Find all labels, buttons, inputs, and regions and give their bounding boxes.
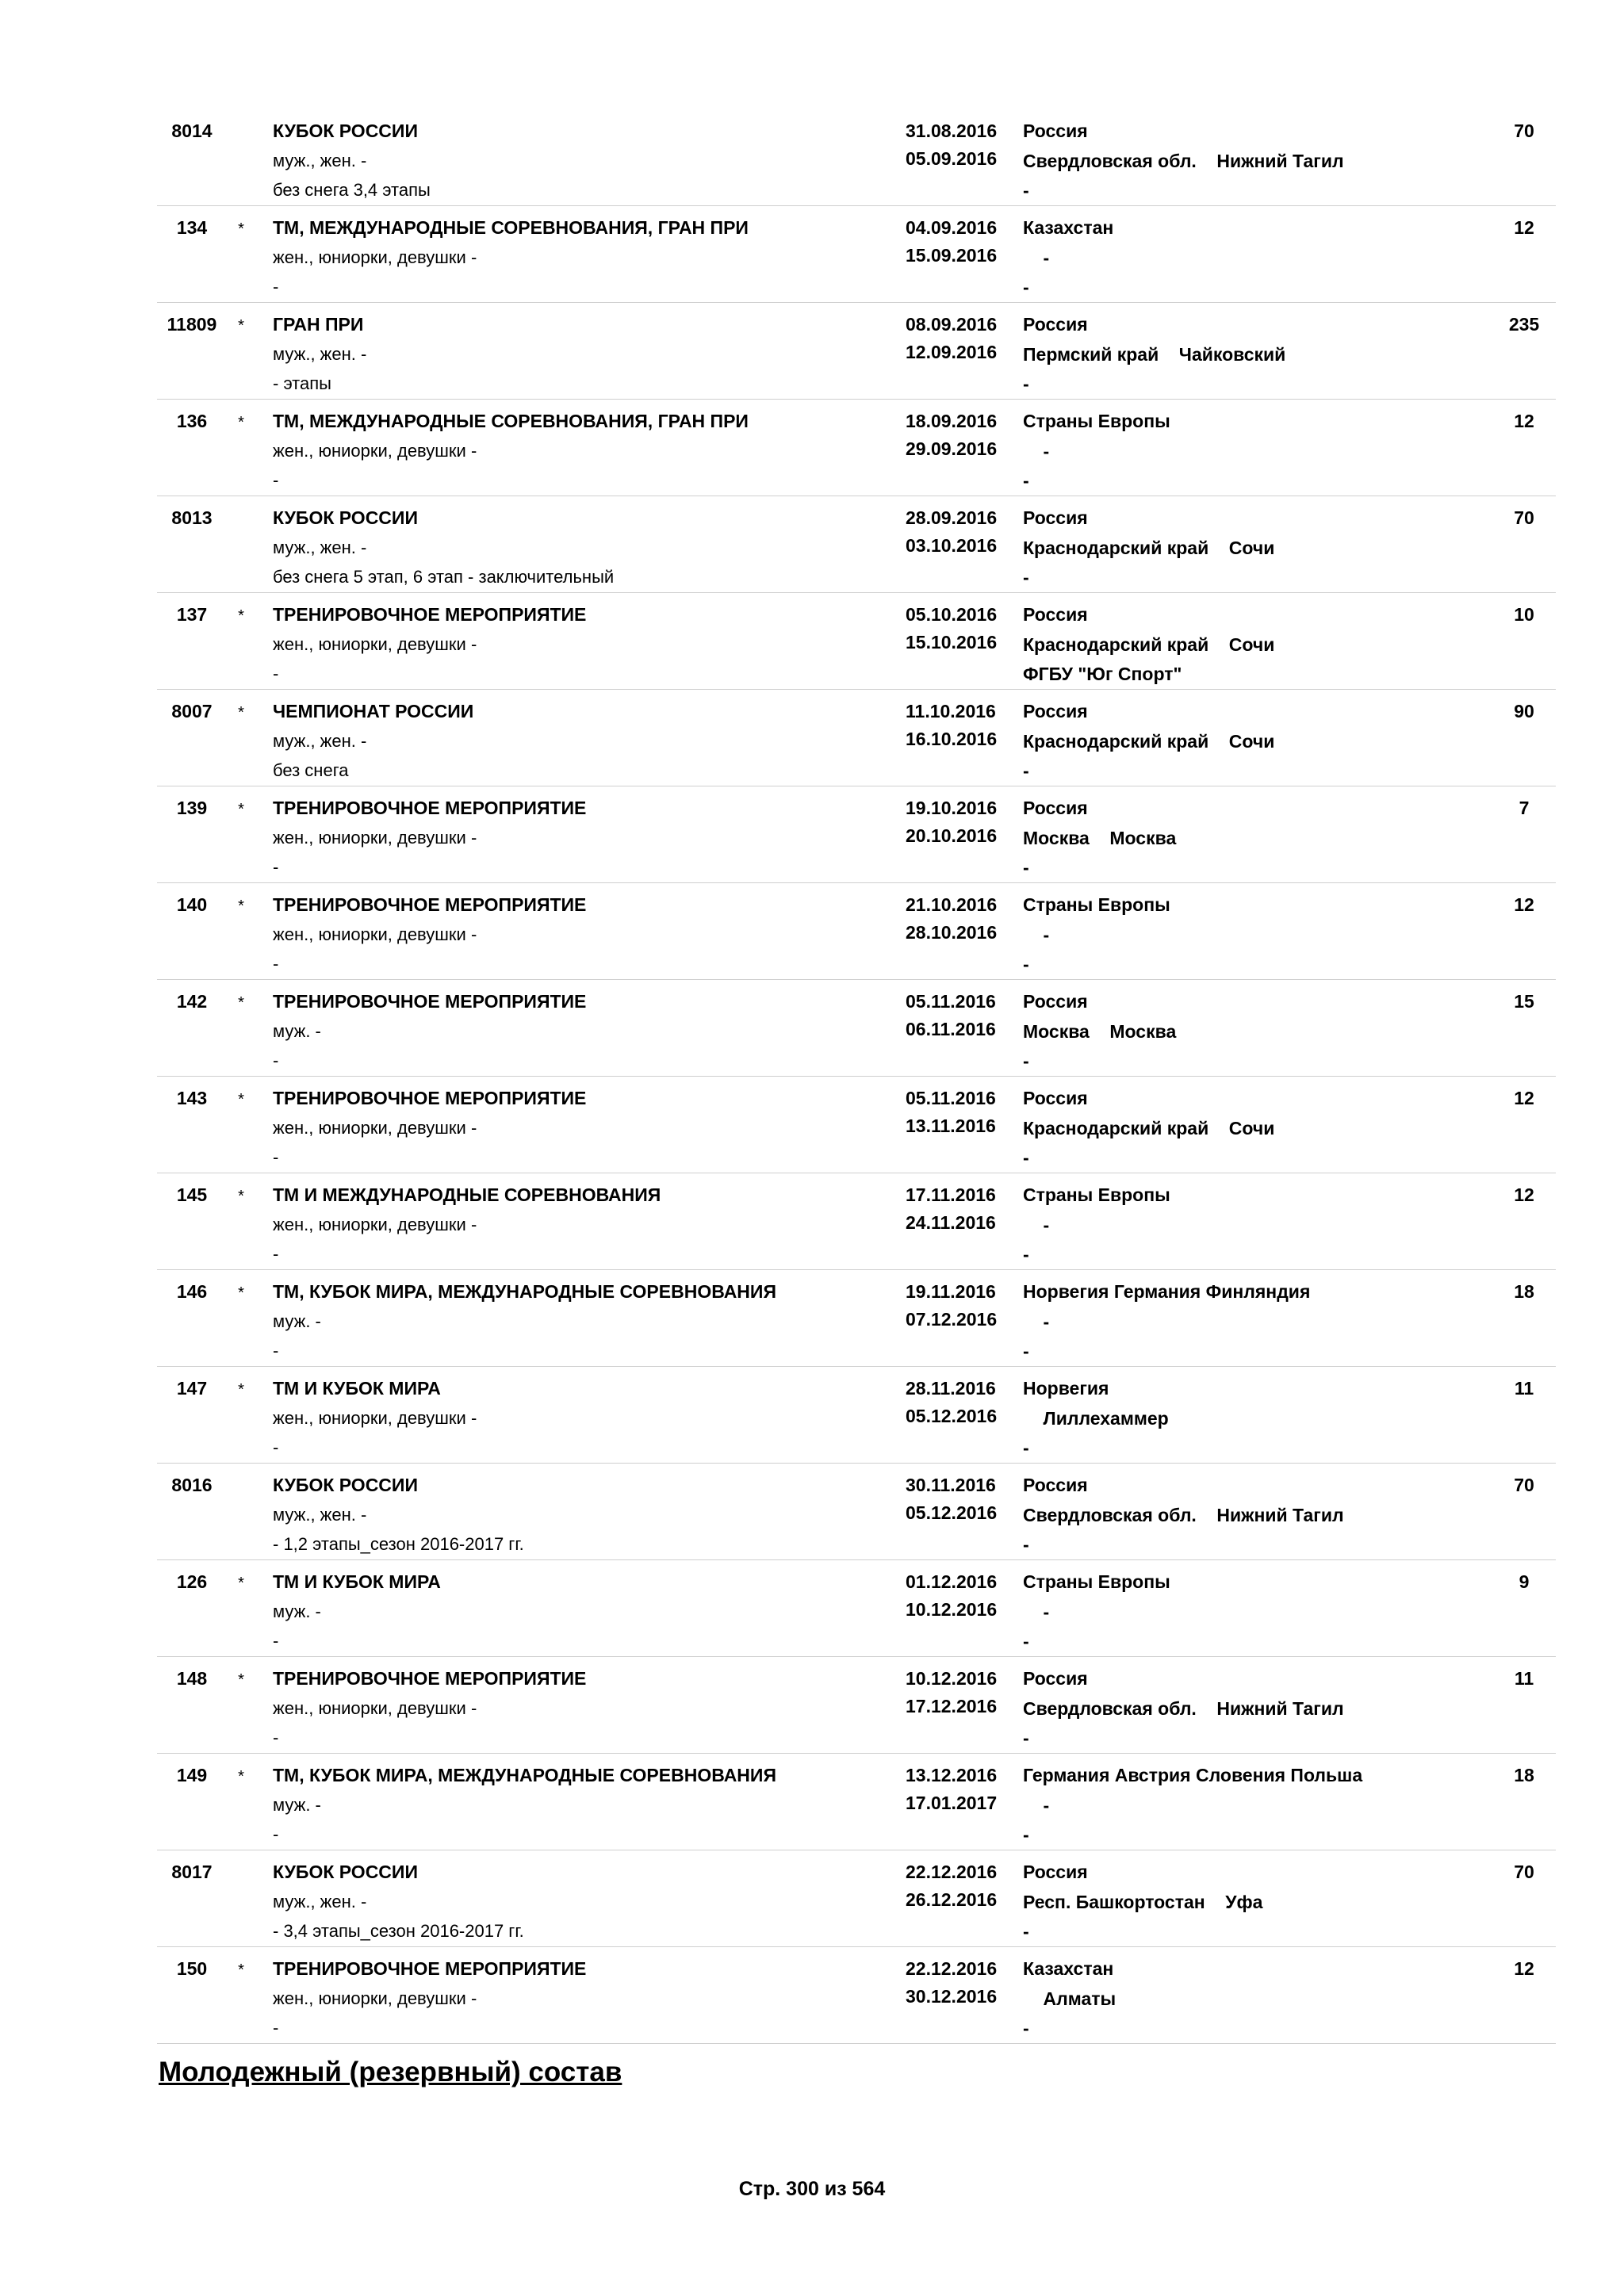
date-end: 06.11.2016 xyxy=(906,1019,996,1039)
event-title: ТМ, МЕЖДУНАРОДНЫЕ СОРЕВНОВАНИЯ, ГРАН ПРИ xyxy=(273,411,749,431)
event-title: ТРЕНИРОВОЧНОЕ МЕРОПРИЯТИЕ xyxy=(273,604,587,625)
event-title: ТРЕНИРОВОЧНОЕ МЕРОПРИЯТИЕ xyxy=(273,894,587,915)
event-notes: - xyxy=(273,470,279,490)
event-notes: - xyxy=(273,277,279,297)
event-location: Москва Москва xyxy=(1023,1021,1177,1042)
date-start: 17.11.2016 xyxy=(906,1184,996,1205)
event-row xyxy=(157,1560,1556,1657)
event-location: Краснодарский край Сочи xyxy=(1023,1118,1275,1138)
event-number: 136 xyxy=(176,411,208,431)
date-start: 10.12.2016 xyxy=(906,1668,998,1689)
star-marker: * xyxy=(238,1575,244,1592)
event-location: - xyxy=(1023,247,1050,268)
participant-count: 90 xyxy=(1514,701,1534,721)
event-location: - xyxy=(1023,924,1050,945)
event-location: Краснодарский край Сочи xyxy=(1023,538,1275,558)
event-location: Свердловская обл. Нижний Тагил xyxy=(1023,151,1344,171)
date-start: 30.11.2016 xyxy=(906,1475,996,1495)
date-start: 04.09.2016 xyxy=(906,217,998,238)
event-venue: - xyxy=(1023,1631,1029,1651)
participant-count: 12 xyxy=(1514,1958,1534,1979)
date-end: 07.12.2016 xyxy=(906,1309,998,1330)
event-country: Россия xyxy=(1023,701,1088,721)
star-marker: * xyxy=(238,704,244,721)
event-location: - xyxy=(1023,1795,1050,1816)
event-location: Алматы xyxy=(1023,1988,1116,2009)
event-title: ТРЕНИРОВОЧНОЕ МЕРОПРИЯТИЕ xyxy=(273,1088,587,1108)
event-venue: - xyxy=(1023,1147,1029,1168)
participant-count: 12 xyxy=(1514,1184,1534,1205)
participant-count: 70 xyxy=(1514,121,1534,141)
event-number: 137 xyxy=(176,604,208,625)
event-row xyxy=(157,1754,1556,1850)
event-participants: муж. - xyxy=(273,1311,321,1331)
event-participants: муж., жен. - xyxy=(273,731,367,751)
event-title: КУБОК РОССИИ xyxy=(273,121,418,141)
event-location: Свердловская обл. Нижний Тагил xyxy=(1023,1698,1344,1719)
event-location: Краснодарский край Сочи xyxy=(1023,731,1275,752)
event-number: 8013 xyxy=(171,507,213,528)
event-title: ЧЕМПИОНАТ РОССИИ xyxy=(273,701,474,721)
event-title: ТМ И МЕЖДУНАРОДНЫЕ СОРЕВНОВАНИЯ xyxy=(273,1184,661,1205)
event-row xyxy=(157,1657,1556,1754)
event-notes: - 3,4 этапы_сезон 2016-2017 гг. xyxy=(273,1921,524,1941)
event-location: - xyxy=(1023,1311,1050,1332)
star-marker: * xyxy=(238,1671,244,1689)
date-start: 08.09.2016 xyxy=(906,314,998,335)
date-start: 28.11.2016 xyxy=(906,1378,996,1399)
event-location: Москва Москва xyxy=(1023,828,1177,848)
date-end: 30.12.2016 xyxy=(906,1986,998,2007)
event-participants: жен., юниорки, девушки - xyxy=(273,1698,477,1718)
event-country: Россия xyxy=(1023,121,1088,141)
event-title: ТМ И КУБОК МИРА xyxy=(273,1378,441,1399)
event-row xyxy=(157,883,1556,980)
event-title: ТМ И КУБОК МИРА xyxy=(273,1571,441,1592)
participant-count: 18 xyxy=(1514,1765,1534,1785)
event-venue: - xyxy=(1023,1824,1029,1845)
event-participants: жен., юниорки, девушки - xyxy=(273,247,477,267)
event-venue: - xyxy=(1023,1437,1029,1458)
event-country: Казахстан xyxy=(1023,217,1114,238)
event-country: Россия xyxy=(1023,1862,1088,1882)
event-participants: жен., юниорки, девушки - xyxy=(273,1408,477,1428)
event-notes: - xyxy=(273,1631,279,1651)
event-number: 149 xyxy=(176,1765,208,1785)
event-notes: - xyxy=(273,2018,279,2038)
event-notes: - xyxy=(273,1244,279,1264)
event-participants: муж., жен. - xyxy=(273,151,367,170)
star-marker: * xyxy=(238,1284,244,1302)
star-marker: * xyxy=(238,994,244,1012)
event-number: 8007 xyxy=(171,701,213,721)
event-row xyxy=(157,1270,1556,1367)
event-row xyxy=(157,1077,1556,1173)
event-notes: - xyxy=(273,954,279,974)
event-row xyxy=(157,496,1556,593)
event-notes: - xyxy=(273,1824,279,1844)
event-number: 147 xyxy=(176,1378,208,1399)
event-title: КУБОК РОССИИ xyxy=(273,507,418,528)
event-participants: муж. - xyxy=(273,1601,321,1621)
event-row xyxy=(157,1173,1556,1270)
date-start: 13.12.2016 xyxy=(906,1765,998,1785)
date-start: 11.10.2016 xyxy=(906,701,996,721)
event-country: Россия xyxy=(1023,604,1088,625)
event-venue: - xyxy=(1023,1728,1029,1748)
event-title: ТРЕНИРОВОЧНОЕ МЕРОПРИЯТИЕ xyxy=(273,991,587,1012)
date-end: 28.10.2016 xyxy=(906,922,998,943)
event-location: Пермский край Чайковский xyxy=(1023,344,1286,365)
event-participants: жен., юниорки, девушки - xyxy=(273,924,477,944)
date-end: 10.12.2016 xyxy=(906,1599,998,1620)
event-venue: - xyxy=(1023,1050,1029,1071)
date-start: 18.09.2016 xyxy=(906,411,998,431)
event-row xyxy=(157,206,1556,303)
event-notes: без снега 5 этап, 6 этап - заключительный xyxy=(273,567,615,587)
event-number: 143 xyxy=(176,1088,208,1108)
date-end: 16.10.2016 xyxy=(906,729,998,749)
event-row xyxy=(157,980,1556,1077)
event-notes: без снега 3,4 этапы xyxy=(273,180,431,200)
participant-count: 12 xyxy=(1514,411,1534,431)
event-venue: - xyxy=(1023,1921,1029,1942)
participant-count: 12 xyxy=(1514,894,1534,915)
event-venue: - xyxy=(1023,1534,1029,1555)
event-participants: муж., жен. - xyxy=(273,1892,367,1911)
event-notes: - xyxy=(273,1341,279,1360)
date-start: 22.12.2016 xyxy=(906,1862,998,1882)
date-end: 20.10.2016 xyxy=(906,825,998,846)
date-start: 21.10.2016 xyxy=(906,894,998,915)
event-row xyxy=(157,1947,1556,2044)
participant-count: 70 xyxy=(1514,1862,1534,1882)
date-end: 15.09.2016 xyxy=(906,245,998,266)
date-end: 13.11.2016 xyxy=(906,1115,996,1136)
event-venue: - xyxy=(1023,470,1029,491)
date-end: 26.12.2016 xyxy=(906,1889,998,1910)
star-marker: * xyxy=(238,897,244,915)
event-number: 145 xyxy=(176,1184,208,1205)
event-venue: - xyxy=(1023,373,1029,394)
event-country: Страны Европы xyxy=(1023,894,1170,915)
participant-count: 11 xyxy=(1514,1668,1534,1689)
event-country: Страны Европы xyxy=(1023,411,1170,431)
event-venue: ФГБУ "Юг Спорт" xyxy=(1023,664,1182,684)
event-number: 146 xyxy=(176,1281,208,1302)
event-country: Россия xyxy=(1023,507,1088,528)
event-row xyxy=(157,400,1556,496)
event-notes: - 1,2 этапы_сезон 2016-2017 гг. xyxy=(273,1534,524,1554)
event-venue: - xyxy=(1023,857,1029,878)
event-number: 140 xyxy=(176,894,208,915)
date-start: 31.08.2016 xyxy=(906,121,998,141)
event-row xyxy=(157,1464,1556,1560)
date-end: 24.11.2016 xyxy=(906,1212,996,1233)
event-country: Германия Австрия Словения Польша xyxy=(1023,1765,1363,1785)
event-row xyxy=(157,1367,1556,1464)
event-title: ТМ, КУБОК МИРА, МЕЖДУНАРОДНЫЕ СОРЕВНОВАНИЯ xyxy=(273,1765,776,1785)
event-participants: жен., юниорки, девушки - xyxy=(273,634,477,654)
event-notes: - xyxy=(273,857,279,877)
date-start: 05.11.2016 xyxy=(906,1088,996,1108)
participant-count: 12 xyxy=(1514,1088,1534,1108)
participant-count: 12 xyxy=(1514,217,1534,238)
date-start: 05.10.2016 xyxy=(906,604,998,625)
event-location: - xyxy=(1023,1215,1050,1235)
date-end: 03.10.2016 xyxy=(906,535,998,556)
event-location: - xyxy=(1023,1601,1050,1622)
event-number: 8017 xyxy=(171,1862,213,1882)
date-end: 12.09.2016 xyxy=(906,342,998,362)
event-title: ТРЕНИРОВОЧНОЕ МЕРОПРИЯТИЕ xyxy=(273,1958,587,1979)
event-notes: - xyxy=(273,1728,279,1747)
participant-count: 70 xyxy=(1514,1475,1534,1495)
star-marker: * xyxy=(238,1381,244,1399)
date-start: 22.12.2016 xyxy=(906,1958,998,1979)
event-country: Россия xyxy=(1023,314,1088,335)
event-number: 150 xyxy=(176,1958,208,1979)
event-row xyxy=(157,1850,1556,1947)
date-start: 01.12.2016 xyxy=(906,1571,998,1592)
star-marker: * xyxy=(238,1961,244,1979)
event-country: Страны Европы xyxy=(1023,1184,1170,1205)
date-end: 15.10.2016 xyxy=(906,632,998,652)
event-participants: муж. - xyxy=(273,1795,321,1815)
date-end: 05.09.2016 xyxy=(906,148,998,169)
event-country: Страны Европы xyxy=(1023,1571,1170,1592)
date-start: 28.09.2016 xyxy=(906,507,998,528)
participant-count: 15 xyxy=(1514,991,1534,1012)
participant-count: 7 xyxy=(1519,798,1530,818)
event-title: ТМ, МЕЖДУНАРОДНЫЕ СОРЕВНОВАНИЯ, ГРАН ПРИ xyxy=(273,217,749,238)
participant-count: 235 xyxy=(1508,314,1540,335)
event-number: 139 xyxy=(176,798,208,818)
event-notes: без снега xyxy=(273,760,349,780)
event-location: Респ. Башкортостан Уфа xyxy=(1023,1892,1263,1912)
section-heading: Молодежный (резервный) состав xyxy=(159,2057,622,2087)
star-marker: * xyxy=(238,607,244,625)
event-country: Норвегия Германия Финляндия xyxy=(1023,1281,1311,1302)
event-location: Краснодарский край Сочи xyxy=(1023,634,1275,655)
event-number: 142 xyxy=(176,991,208,1012)
event-location: Свердловская обл. Нижний Тагил xyxy=(1023,1505,1344,1525)
event-country: Россия xyxy=(1023,798,1088,818)
event-participants: жен., юниорки, девушки - xyxy=(273,1988,477,2008)
participant-count: 11 xyxy=(1514,1378,1534,1399)
event-number: 8014 xyxy=(171,121,213,141)
event-number: 11809 xyxy=(167,314,217,335)
event-country: Россия xyxy=(1023,1088,1088,1108)
event-venue: - xyxy=(1023,760,1029,781)
event-venue: - xyxy=(1023,180,1029,201)
event-participants: муж., жен. - xyxy=(273,538,367,557)
event-venue: - xyxy=(1023,954,1029,974)
participant-count: 18 xyxy=(1514,1281,1534,1302)
event-country: Норвегия xyxy=(1023,1378,1109,1399)
date-start: 19.11.2016 xyxy=(906,1281,996,1302)
event-row xyxy=(157,109,1556,206)
event-title: ТРЕНИРОВОЧНОЕ МЕРОПРИЯТИЕ xyxy=(273,798,587,818)
event-country: Россия xyxy=(1023,1668,1088,1689)
event-location: - xyxy=(1023,441,1050,461)
event-country: Казахстан xyxy=(1023,1958,1114,1979)
star-marker: * xyxy=(238,414,244,431)
event-participants: муж., жен. - xyxy=(273,344,367,364)
event-participants: жен., юниорки, девушки - xyxy=(273,1118,477,1138)
event-participants: муж. - xyxy=(273,1021,321,1041)
event-row xyxy=(157,786,1556,883)
page-footer: Стр. 300 из 564 xyxy=(738,2178,886,2200)
star-marker: * xyxy=(238,1768,244,1785)
event-participants: муж., жен. - xyxy=(273,1505,367,1525)
event-notes: - xyxy=(273,1437,279,1457)
star-marker: * xyxy=(238,1188,244,1205)
date-end: 17.12.2016 xyxy=(906,1696,998,1716)
event-notes: - xyxy=(273,1050,279,1070)
event-participants: жен., юниорки, девушки - xyxy=(273,1215,477,1234)
date-end: 05.12.2016 xyxy=(906,1502,998,1523)
event-title: КУБОК РОССИИ xyxy=(273,1862,418,1882)
participant-count: 70 xyxy=(1514,507,1534,528)
event-location: Лиллехаммер xyxy=(1023,1408,1169,1429)
star-marker: * xyxy=(238,1091,244,1108)
date-start: 19.10.2016 xyxy=(906,798,998,818)
event-number: 8016 xyxy=(171,1475,213,1495)
participant-count: 9 xyxy=(1519,1571,1530,1592)
date-end: 17.01.2017 xyxy=(906,1793,998,1813)
event-row xyxy=(157,690,1556,786)
star-marker: * xyxy=(238,220,244,238)
event-country: Россия xyxy=(1023,991,1088,1012)
event-country: Россия xyxy=(1023,1475,1088,1495)
date-end: 05.12.2016 xyxy=(906,1406,998,1426)
event-venue: - xyxy=(1023,277,1029,297)
event-title: ГРАН ПРИ xyxy=(273,314,364,335)
event-number: 148 xyxy=(176,1668,208,1689)
event-title: ТРЕНИРОВОЧНОЕ МЕРОПРИЯТИЕ xyxy=(273,1668,587,1689)
event-notes: - xyxy=(273,664,279,683)
participant-count: 10 xyxy=(1514,604,1534,625)
date-start: 05.11.2016 xyxy=(906,991,996,1012)
event-number: 134 xyxy=(176,217,208,238)
event-venue: - xyxy=(1023,2018,1029,2038)
event-title: ТМ, КУБОК МИРА, МЕЖДУНАРОДНЫЕ СОРЕВНОВАНИЯ xyxy=(273,1281,776,1302)
event-row xyxy=(157,303,1556,400)
star-marker: * xyxy=(238,317,244,335)
event-number: 126 xyxy=(176,1571,208,1592)
events-table xyxy=(157,109,1556,2044)
event-notes: - xyxy=(273,1147,279,1167)
event-venue: - xyxy=(1023,1341,1029,1361)
event-notes: - этапы xyxy=(273,373,331,393)
event-venue: - xyxy=(1023,1244,1029,1265)
event-participants: жен., юниорки, девушки - xyxy=(273,828,477,848)
event-venue: - xyxy=(1023,567,1029,587)
event-row xyxy=(157,593,1556,690)
date-end: 29.09.2016 xyxy=(906,438,998,459)
star-marker: * xyxy=(238,801,244,818)
event-participants: жен., юниорки, девушки - xyxy=(273,441,477,461)
event-title: КУБОК РОССИИ xyxy=(273,1475,418,1495)
